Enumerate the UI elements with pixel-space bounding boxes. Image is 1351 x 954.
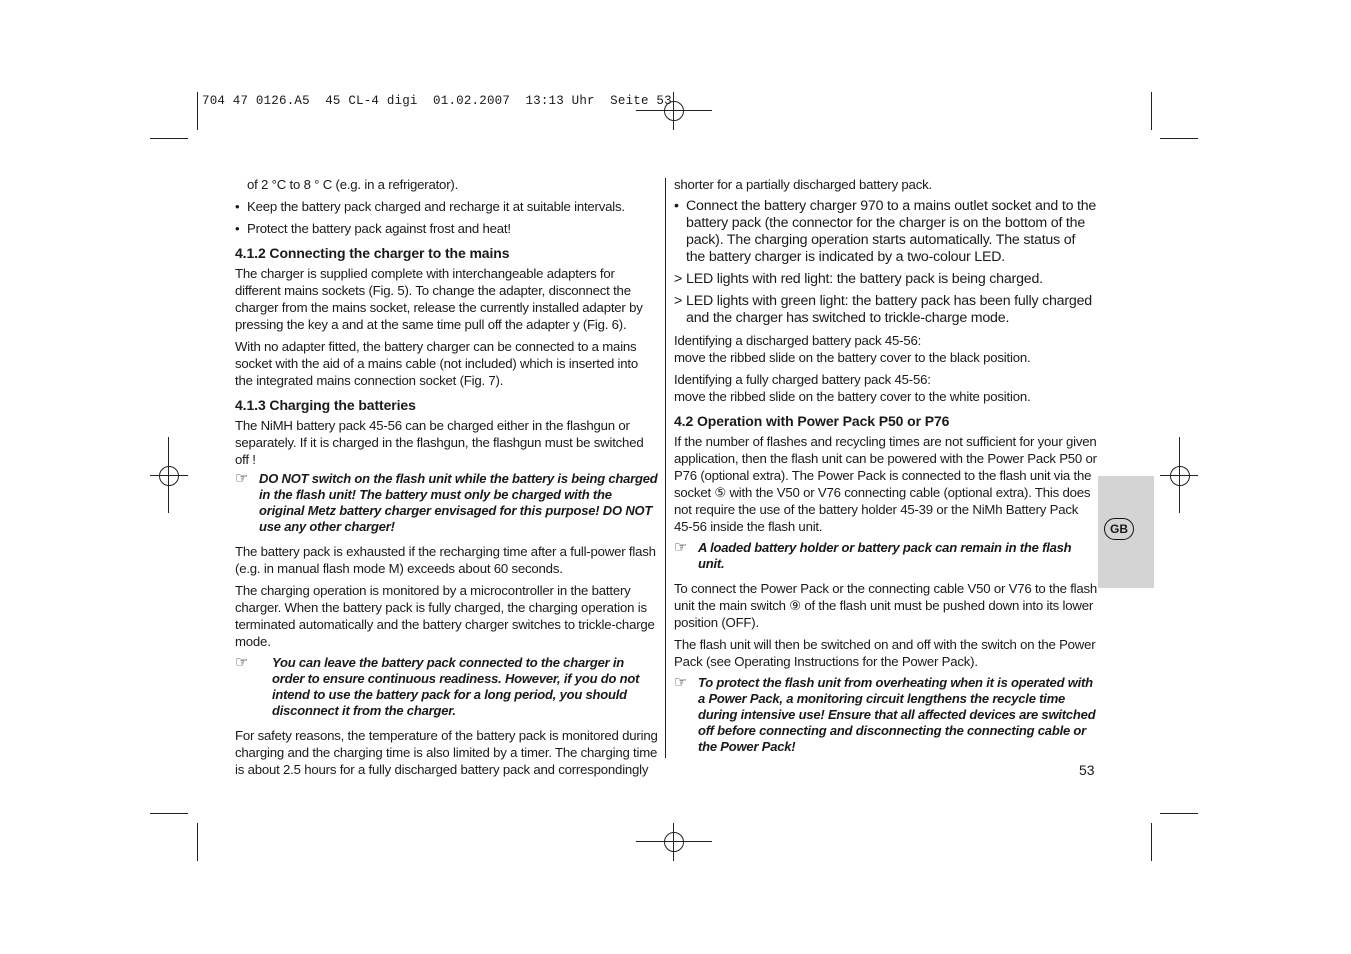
warning-note: ☞ DO NOT switch on the flash unit while the battery is being charged in the flash unit! The battery must only be charged with the original Metz battery charger envisaged for this purpose! DO NOT use any other charger! (235, 470, 658, 534)
crop-mark (197, 92, 198, 130)
paragraph: With no adapter fitted, the battery charger can be connected to a mains socket with the aid of a mains cable (not included) which is inserted into the integrated mains connection socket (Fig. 7). (235, 339, 639, 388)
column-divider (665, 178, 666, 758)
right-column (674, 176, 1098, 763)
registration-mark-line (636, 110, 712, 111)
registration-mark-line (1160, 475, 1198, 476)
led-status-red: > LED lights with red light: the battery pack is being charged. (674, 271, 1043, 287)
page-number: 53 (1079, 762, 1095, 778)
bullet-item: • Keep the battery pack charged and recharge it at suitable intervals. (235, 199, 625, 214)
crop-mark (1151, 92, 1152, 130)
section-heading: 4.1.3 Charging the batteries (235, 397, 416, 413)
registration-mark-line (673, 92, 674, 130)
paragraph: The NiMH battery pack 45-56 can be charged either in the flashgun or separately. If it is charged in the flashgun, the flashgun must be switched off ! (235, 418, 644, 467)
paragraph: Identifying a fully charged battery pack 45-56: move the ribbed slide on the battery cover to the white position. (674, 372, 1031, 404)
led-status-green: > LED lights with green light: the battery pack has been fully charged and the charger has switched to trickle-charge mode. (674, 293, 1092, 326)
crop-mark (150, 813, 188, 814)
registration-mark-line (673, 823, 674, 861)
bullet-item: • Connect the battery charger 970 to a mains outlet socket and to the battery pack (the connector for the charger is on the bottom of the pack). The charging operation starts automatically. The status of the battery charger is indicated by a two-colour LED. (674, 198, 1097, 265)
left-column (235, 176, 659, 783)
paragraph: The charger is supplied complete with interchangeable adapters for different mains sockets (Fig. 5). To change the adapter, disconnect the charger from the mains socket, release the currently installed adapter by pressing the key a and at the same time pull off the adapter y (Fig. 6). (235, 266, 643, 332)
registration-mark (1170, 466, 1190, 486)
paragraph: The battery pack is exhausted if the recharging time after a full-power flash (e.g. in manual flash mode M) exceeds about 60 seconds. (235, 544, 656, 576)
paragraph: shorter for a partially discharged battery pack. (674, 177, 932, 192)
language-badge: GB (1104, 518, 1134, 540)
registration-mark (664, 832, 684, 852)
registration-mark-line (636, 841, 712, 842)
paragraph: To connect the Power Pack or the connecting cable V50 or V76 to the flash unit the main switch ⑨ of the flash unit must be pushed down into its lower position (OFF). (674, 581, 1098, 630)
crop-mark (1160, 138, 1198, 139)
pointing-hand-icon: ☞ (235, 654, 249, 671)
registration-mark (159, 466, 179, 486)
warning-note: ☞ To protect the flash unit from overheating when it is operated with a Power Pack, a monitoring circuit lengthens the recycle time during intensive use! Ensure that all affected devices are switched off before connecting and disconnecting the connecting cable or the Power Pack! (674, 674, 1096, 754)
crop-mark (1151, 823, 1152, 861)
crop-mark (197, 823, 198, 861)
paragraph: If the number of flashes and recycling times are not sufficient for your given application, then the flash unit can be powered with the Power Pack P50 or P76 (optional extra). The Power Pack is connected to the flash unit via the socket ⑤ with the V50 or V76 connecting cable (optional extra). This does not require the use of the battery holder 45-39 or the NiMh Battery Pack 45-56 inside the flash unit. (674, 434, 1097, 534)
paragraph: The charging operation is monitored by a microcontroller in the battery charger. When the battery pack is fully charged, the charging operation is terminated automatically and the battery charger switches to trickle-charge mode. (235, 583, 655, 649)
crop-mark (150, 138, 188, 139)
pointing-hand-icon: ☞ (674, 539, 688, 556)
print-slug: 704 47 0126.A5 45 CL-4 digi 01.02.2007 13:13 Uhr Seite 53 (202, 94, 672, 108)
bullet-item: • Protect the battery pack against frost and heat! (235, 221, 511, 236)
paragraph: Identifying a discharged battery pack 45-56: move the ribbed slide on the battery cover to the black position. (674, 333, 1031, 365)
section-heading: 4.1.2 Connecting the charger to the mains (235, 245, 510, 261)
pointing-hand-icon: ☞ (235, 470, 249, 487)
paragraph: The flash unit will then be switched on and off with the switch on the Power Pack (see Operating Instructions for the Power Pack). (674, 637, 1096, 669)
crop-mark (1160, 813, 1198, 814)
hint-note: ☞ A loaded battery holder or battery pack can remain in the flash unit. (674, 539, 1072, 571)
registration-mark (664, 101, 684, 121)
registration-mark-line (150, 475, 188, 476)
intro-text: of 2 °C to 8 ° C (e.g. in a refrigerator). (247, 177, 459, 192)
section-heading: 4.2 Operation with Power Pack P50 or P76 (674, 413, 950, 429)
paragraph: For safety reasons, the temperature of the battery pack is monitored during charging and the charging time is also limited by a timer. The charging time is about 2.5 hours for a fully discharged battery pack and correspondingly (235, 728, 658, 777)
pointing-hand-icon: ☞ (674, 674, 688, 691)
hint-note: ☞ You can leave the battery pack connected to the charger in order to ensure continuous readiness. However, if you do not intend to use the battery pack for a long period, you should disconnect it from the charger. (235, 654, 640, 718)
